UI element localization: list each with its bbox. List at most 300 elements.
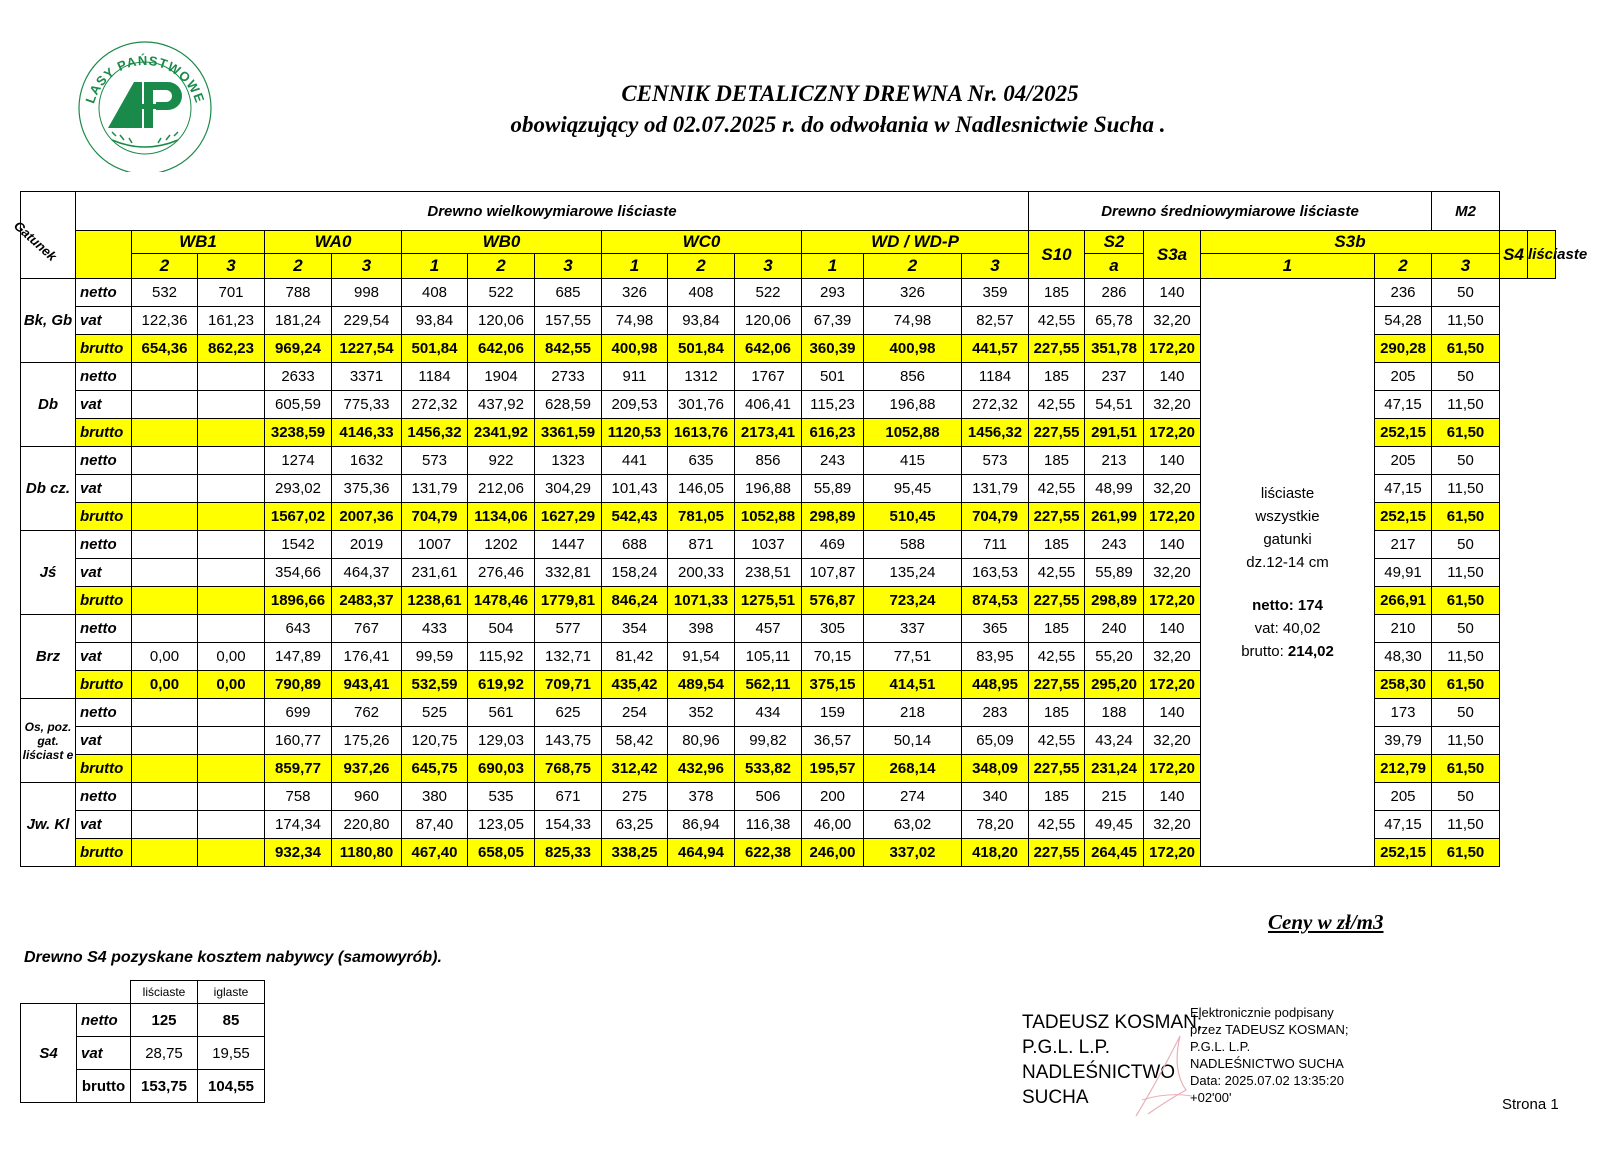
price-cell: 360,39 xyxy=(802,335,864,363)
digital-signature-text xyxy=(1190,1004,1348,1106)
price-cell: 172,20 xyxy=(1144,839,1201,867)
gatunek-label: Gatunek xyxy=(10,218,60,264)
price-cell: 252,15 xyxy=(1375,503,1432,531)
price-cell: 195,57 xyxy=(802,755,864,783)
price-cell: 129,03 xyxy=(468,727,535,755)
price-cell: 1037 xyxy=(735,531,802,559)
s4-col-iglaste: iglaste xyxy=(198,981,265,1004)
price-cell: 174,34 xyxy=(265,811,332,839)
page-number: Strona 1 xyxy=(1502,1096,1559,1113)
price-cell: 1227,54 xyxy=(332,335,402,363)
header-wd: WD / WD-P xyxy=(802,231,1029,254)
price-cell: 533,82 xyxy=(735,755,802,783)
brutto-label: brutto xyxy=(76,671,132,699)
header-wb0-class: 2 xyxy=(468,254,535,279)
price-cell: 642,06 xyxy=(468,335,535,363)
price-cell: 295,20 xyxy=(1085,671,1144,699)
price-cell: 246,00 xyxy=(802,839,864,867)
price-cell: 50 xyxy=(1432,615,1500,643)
brutto-label: brutto xyxy=(76,755,132,783)
price-cell: 42,55 xyxy=(1029,811,1085,839)
price-cell: 1120,53 xyxy=(602,419,668,447)
price-cell: 348,09 xyxy=(962,755,1029,783)
signature-line: Elektronicznie podpisany xyxy=(1190,1005,1334,1020)
price-cell: 47,15 xyxy=(1375,391,1432,419)
price-cell xyxy=(132,839,198,867)
price-cell: 212,79 xyxy=(1375,755,1432,783)
price-cell: 240 xyxy=(1085,615,1144,643)
price-cell: 1478,46 xyxy=(468,587,535,615)
price-cell: 32,20 xyxy=(1144,475,1201,503)
price-cell xyxy=(132,727,198,755)
price-cell: 326 xyxy=(602,279,668,307)
price-cell: 227,55 xyxy=(1029,587,1085,615)
header-s2: S2 xyxy=(1085,231,1144,254)
s4-col-lisciaste: liściaste xyxy=(131,981,198,1004)
header-wa0: WA0 xyxy=(265,231,402,254)
price-cell xyxy=(132,447,198,475)
price-cell: 642,06 xyxy=(735,335,802,363)
price-cell: 146,05 xyxy=(668,475,735,503)
price-cell: 365 xyxy=(962,615,1029,643)
price-cell: 0,00 xyxy=(132,671,198,699)
price-cell: 378 xyxy=(668,783,735,811)
price-cell: 258,30 xyxy=(1375,671,1432,699)
logo-ring-text: LASY PAŃSTWOWE xyxy=(82,52,208,106)
price-cell: 2007,36 xyxy=(332,503,402,531)
price-cell: 758 xyxy=(265,783,332,811)
s4-label: S4 xyxy=(21,1004,77,1103)
header-wb0-class: 1 xyxy=(402,254,468,279)
price-cell: 767 xyxy=(332,615,402,643)
price-cell: 61,50 xyxy=(1432,671,1500,699)
price-cell: 625 xyxy=(535,699,602,727)
price-cell: 510,45 xyxy=(864,503,962,531)
signature-line: Data: 2025.07.02 13:35:20 xyxy=(1190,1073,1344,1088)
price-cell: 160,77 xyxy=(265,727,332,755)
price-cell: 0,00 xyxy=(198,643,265,671)
price-cell: 464,94 xyxy=(668,839,735,867)
price-cell: 293 xyxy=(802,279,864,307)
price-cell: 1456,32 xyxy=(962,419,1029,447)
price-cell: 188 xyxy=(1085,699,1144,727)
s4-netto-lisciaste: 125 xyxy=(131,1004,198,1037)
price-cell xyxy=(198,363,265,391)
price-cell: 231,61 xyxy=(402,559,468,587)
price-cell: 173 xyxy=(1375,699,1432,727)
price-cell: 11,50 xyxy=(1432,559,1500,587)
price-cell: 4146,33 xyxy=(332,419,402,447)
header-wb0: WB0 xyxy=(402,231,602,254)
price-cell: 58,42 xyxy=(602,727,668,755)
price-cell: 768,75 xyxy=(535,755,602,783)
price-cell: 261,99 xyxy=(1085,503,1144,531)
price-cell: 645,75 xyxy=(402,755,468,783)
price-cell: 172,20 xyxy=(1144,419,1201,447)
price-cell: 969,24 xyxy=(265,335,332,363)
price-cell: 80,96 xyxy=(668,727,735,755)
price-cell: 213 xyxy=(1085,447,1144,475)
price-cell: 49,45 xyxy=(1085,811,1144,839)
price-cell: 243 xyxy=(1085,531,1144,559)
signer-city: SUCHA xyxy=(1022,1087,1089,1108)
price-cell xyxy=(198,615,265,643)
price-cell xyxy=(132,811,198,839)
price-cell: 469 xyxy=(802,531,864,559)
price-cell: 264,45 xyxy=(1085,839,1144,867)
price-cell: 3238,59 xyxy=(265,419,332,447)
price-cell: 32,20 xyxy=(1144,391,1201,419)
price-cell: 50 xyxy=(1432,783,1500,811)
price-cell: 846,24 xyxy=(602,587,668,615)
price-cell: 418,20 xyxy=(962,839,1029,867)
price-cell: 1613,76 xyxy=(668,419,735,447)
price-cell: 120,75 xyxy=(402,727,468,755)
price-cell: 272,32 xyxy=(402,391,468,419)
price-cell xyxy=(132,475,198,503)
price-cell: 1567,02 xyxy=(265,503,332,531)
price-cell xyxy=(132,419,198,447)
netto-label: netto xyxy=(76,279,132,307)
price-cell: 42,55 xyxy=(1029,307,1085,335)
header-s3b-class: 3 xyxy=(1432,254,1500,279)
price-cell: 42,55 xyxy=(1029,727,1085,755)
price-cell xyxy=(198,475,265,503)
price-cell: 61,50 xyxy=(1432,503,1500,531)
price-cell: 43,24 xyxy=(1085,727,1144,755)
price-cell: 522 xyxy=(468,279,535,307)
vat-label: vat xyxy=(76,643,132,671)
price-cell: 131,79 xyxy=(402,475,468,503)
note-line: gatunki xyxy=(1263,531,1312,548)
header-s10: S10 xyxy=(1029,231,1085,279)
price-cell xyxy=(132,503,198,531)
price-cell xyxy=(198,531,265,559)
header-wa0-class: 2 xyxy=(265,254,332,279)
price-cell: 1184 xyxy=(962,363,1029,391)
price-cell: 101,43 xyxy=(602,475,668,503)
price-cell: 532,59 xyxy=(402,671,468,699)
price-cell: 337,02 xyxy=(864,839,962,867)
price-cell: 298,89 xyxy=(1085,587,1144,615)
price-cell: 711 xyxy=(962,531,1029,559)
note-netto-label: netto: xyxy=(1252,597,1298,614)
gatunek-header xyxy=(10,192,76,279)
s3b-note xyxy=(1201,279,1375,867)
header-wc0-class: 3 xyxy=(735,254,802,279)
species-label: Jś xyxy=(21,531,76,615)
price-cell xyxy=(198,811,265,839)
price-cell: 286 xyxy=(1085,279,1144,307)
price-cell: 65,78 xyxy=(1085,307,1144,335)
price-cell: 172,20 xyxy=(1144,587,1201,615)
price-cell: 123,05 xyxy=(468,811,535,839)
price-cell: 1184 xyxy=(402,363,468,391)
price-cell: 433 xyxy=(402,615,468,643)
price-cell: 107,87 xyxy=(802,559,864,587)
price-cell: 42,55 xyxy=(1029,643,1085,671)
price-cell: 0,00 xyxy=(198,671,265,699)
brutto-label: brutto xyxy=(76,419,132,447)
price-cell: 871 xyxy=(668,531,735,559)
price-cell: 95,45 xyxy=(864,475,962,503)
price-cell: 93,84 xyxy=(668,307,735,335)
price-cell: 120,06 xyxy=(468,307,535,335)
header-wd-class: 3 xyxy=(962,254,1029,279)
price-cell: 140 xyxy=(1144,699,1201,727)
price-cell: 140 xyxy=(1144,447,1201,475)
price-cell: 83,95 xyxy=(962,643,1029,671)
price-cell: 218 xyxy=(864,699,962,727)
price-cell: 172,20 xyxy=(1144,755,1201,783)
price-cell: 32,20 xyxy=(1144,811,1201,839)
price-cell: 1312 xyxy=(668,363,735,391)
price-cell xyxy=(198,503,265,531)
price-cell: 86,94 xyxy=(668,811,735,839)
price-cell: 175,26 xyxy=(332,727,402,755)
price-cell: 690,03 xyxy=(468,755,535,783)
price-cell: 274 xyxy=(864,783,962,811)
price-cell: 605,59 xyxy=(265,391,332,419)
price-cell: 542,43 xyxy=(602,503,668,531)
price-cell: 400,98 xyxy=(864,335,962,363)
price-cell: 998 xyxy=(332,279,402,307)
vat-label: vat xyxy=(76,727,132,755)
price-cell: 252,15 xyxy=(1375,419,1432,447)
price-cell: 135,24 xyxy=(864,559,962,587)
vat-label: vat xyxy=(76,811,132,839)
note-line: dz.12-14 cm xyxy=(1246,554,1329,571)
price-cell: 140 xyxy=(1144,279,1201,307)
price-cell: 3371 xyxy=(332,363,402,391)
price-cell: 50 xyxy=(1432,279,1500,307)
price-cell xyxy=(132,587,198,615)
price-cell: 212,06 xyxy=(468,475,535,503)
price-cell: 116,38 xyxy=(735,811,802,839)
price-cell: 464,37 xyxy=(332,559,402,587)
table-row xyxy=(21,279,1556,307)
price-cell: 158,24 xyxy=(602,559,668,587)
price-cell: 42,55 xyxy=(1029,559,1085,587)
price-cell: 227,55 xyxy=(1029,755,1085,783)
price-cell: 39,79 xyxy=(1375,727,1432,755)
price-cell: 937,26 xyxy=(332,755,402,783)
price-cell: 457 xyxy=(735,615,802,643)
price-cell: 105,11 xyxy=(735,643,802,671)
price-cell xyxy=(198,699,265,727)
price-cell: 788 xyxy=(265,279,332,307)
price-cell: 562,11 xyxy=(735,671,802,699)
price-cell: 635 xyxy=(668,447,735,475)
note-brutto-value: 214,02 xyxy=(1287,643,1334,660)
price-cell: 922 xyxy=(468,447,535,475)
price-cell: 561 xyxy=(468,699,535,727)
price-cell: 862,23 xyxy=(198,335,265,363)
price-cell: 159 xyxy=(802,699,864,727)
price-cell: 54,28 xyxy=(1375,307,1432,335)
note-line: wszystkie xyxy=(1255,508,1320,525)
price-cell: 1071,33 xyxy=(668,587,735,615)
signer-name: TADEUSZ KOSMAN; xyxy=(1022,1012,1203,1033)
price-cell: 48,30 xyxy=(1375,643,1432,671)
price-cell: 622,38 xyxy=(735,839,802,867)
price-cell: 254 xyxy=(602,699,668,727)
price-cell: 2341,92 xyxy=(468,419,535,447)
price-cell: 227,55 xyxy=(1029,503,1085,531)
price-cell: 266,91 xyxy=(1375,587,1432,615)
price-cell xyxy=(198,419,265,447)
price-cell: 172,20 xyxy=(1144,671,1201,699)
price-cell: 227,55 xyxy=(1029,839,1085,867)
species-label: Bk, Gb xyxy=(21,279,76,363)
price-table xyxy=(10,191,1588,867)
price-cell: 227,55 xyxy=(1029,671,1085,699)
price-cell: 143,75 xyxy=(535,727,602,755)
price-cell: 856 xyxy=(735,447,802,475)
price-cell xyxy=(198,839,265,867)
price-cell: 140 xyxy=(1144,531,1201,559)
price-cell: 532 xyxy=(132,279,198,307)
price-cell: 1627,29 xyxy=(535,503,602,531)
price-cell: 1904 xyxy=(468,363,535,391)
netto-label: netto xyxy=(76,615,132,643)
s4-table xyxy=(20,980,265,1103)
price-cell: 47,15 xyxy=(1375,475,1432,503)
price-cell: 32,20 xyxy=(1144,727,1201,755)
s4-netto-iglaste: 85 xyxy=(198,1004,265,1037)
price-cell: 140 xyxy=(1144,363,1201,391)
price-cell: 467,40 xyxy=(402,839,468,867)
price-cell: 140 xyxy=(1144,615,1201,643)
price-cell: 215 xyxy=(1085,783,1144,811)
price-cell: 522 xyxy=(735,279,802,307)
price-cell: 2173,41 xyxy=(735,419,802,447)
price-cell: 11,50 xyxy=(1432,475,1500,503)
price-cell: 275 xyxy=(602,783,668,811)
price-cell: 1238,61 xyxy=(402,587,468,615)
price-cell: 268,14 xyxy=(864,755,962,783)
price-cell: 415 xyxy=(864,447,962,475)
prices-unit-note: Ceny w zł/m3 xyxy=(1268,910,1384,934)
header-s4: S4 xyxy=(1500,231,1528,279)
note-vat-value: 40,02 xyxy=(1282,620,1321,637)
price-cell: 67,39 xyxy=(802,307,864,335)
price-cell: 61,50 xyxy=(1432,419,1500,447)
price-cell: 176,41 xyxy=(332,643,402,671)
price-cell: 874,53 xyxy=(962,587,1029,615)
price-cell: 352 xyxy=(668,699,735,727)
price-cell: 628,59 xyxy=(535,391,602,419)
price-cell: 140 xyxy=(1144,783,1201,811)
price-cell: 205 xyxy=(1375,783,1432,811)
price-cell: 11,50 xyxy=(1432,307,1500,335)
price-cell: 723,24 xyxy=(864,587,962,615)
price-cell: 243 xyxy=(802,447,864,475)
note-line: liściaste xyxy=(1260,485,1315,502)
price-cell xyxy=(132,615,198,643)
price-cell: 312,42 xyxy=(602,755,668,783)
price-cell: 790,89 xyxy=(265,671,332,699)
price-cell: 11,50 xyxy=(1432,727,1500,755)
price-cell: 856 xyxy=(864,363,962,391)
price-cell xyxy=(198,727,265,755)
group-m2-header: M2 xyxy=(1432,192,1500,231)
price-cell: 1767 xyxy=(735,363,802,391)
price-cell: 943,41 xyxy=(332,671,402,699)
header-wc0-class: 2 xyxy=(668,254,735,279)
price-cell: 400,98 xyxy=(602,335,668,363)
price-cell: 55,20 xyxy=(1085,643,1144,671)
price-cell: 2483,37 xyxy=(332,587,402,615)
header-wb0-class: 3 xyxy=(535,254,602,279)
price-cell: 1456,32 xyxy=(402,419,468,447)
price-cell: 0,00 xyxy=(132,643,198,671)
price-cell: 351,78 xyxy=(1085,335,1144,363)
price-cell: 227,55 xyxy=(1029,335,1085,363)
species-label: Db xyxy=(21,363,76,447)
header-s2-class: a xyxy=(1085,254,1144,279)
price-cell: 11,50 xyxy=(1432,811,1500,839)
price-cell: 185 xyxy=(1029,783,1085,811)
price-cell: 619,92 xyxy=(468,671,535,699)
price-cell: 448,95 xyxy=(962,671,1029,699)
price-cell: 859,77 xyxy=(265,755,332,783)
price-cell: 229,54 xyxy=(332,307,402,335)
price-cell: 11,50 xyxy=(1432,391,1500,419)
s4-vat-lisciaste: 28,75 xyxy=(131,1037,198,1070)
price-cell: 441,57 xyxy=(962,335,1029,363)
price-cell: 205 xyxy=(1375,363,1432,391)
price-cell: 48,99 xyxy=(1085,475,1144,503)
price-cell: 272,32 xyxy=(962,391,1029,419)
brutto-label: brutto xyxy=(76,839,132,867)
header-s3b-class: 1 xyxy=(1201,254,1375,279)
signature-line: +02'00' xyxy=(1190,1090,1232,1105)
price-cell: 237 xyxy=(1085,363,1144,391)
vat-label: vat xyxy=(76,559,132,587)
price-cell: 658,05 xyxy=(468,839,535,867)
price-cell: 1052,88 xyxy=(864,419,962,447)
price-cell: 81,42 xyxy=(602,643,668,671)
price-cell: 398 xyxy=(668,615,735,643)
price-cell: 588 xyxy=(864,531,962,559)
price-cell: 157,55 xyxy=(535,307,602,335)
price-cell: 643 xyxy=(265,615,332,643)
price-cell: 50 xyxy=(1432,531,1500,559)
price-cell: 74,98 xyxy=(864,307,962,335)
price-cell: 932,34 xyxy=(265,839,332,867)
vat-label: vat xyxy=(76,391,132,419)
price-cell: 11,50 xyxy=(1432,643,1500,671)
signature-line: P.G.L. L.P. xyxy=(1190,1039,1251,1054)
price-cell: 293,02 xyxy=(265,475,332,503)
price-cell: 525 xyxy=(402,699,468,727)
price-cell: 74,98 xyxy=(602,307,668,335)
s4-brutto-label: brutto xyxy=(77,1070,131,1103)
price-cell: 408 xyxy=(402,279,468,307)
price-cell: 688 xyxy=(602,531,668,559)
signature-mark xyxy=(1128,1030,1198,1120)
price-cell: 375,15 xyxy=(802,671,864,699)
header-wc0: WC0 xyxy=(602,231,802,254)
price-cell: 414,51 xyxy=(864,671,962,699)
price-cell: 501 xyxy=(802,363,864,391)
price-cell: 338,25 xyxy=(602,839,668,867)
price-cell: 276,46 xyxy=(468,559,535,587)
price-cell: 1542 xyxy=(265,531,332,559)
price-cell: 185 xyxy=(1029,531,1085,559)
price-cell: 99,59 xyxy=(402,643,468,671)
